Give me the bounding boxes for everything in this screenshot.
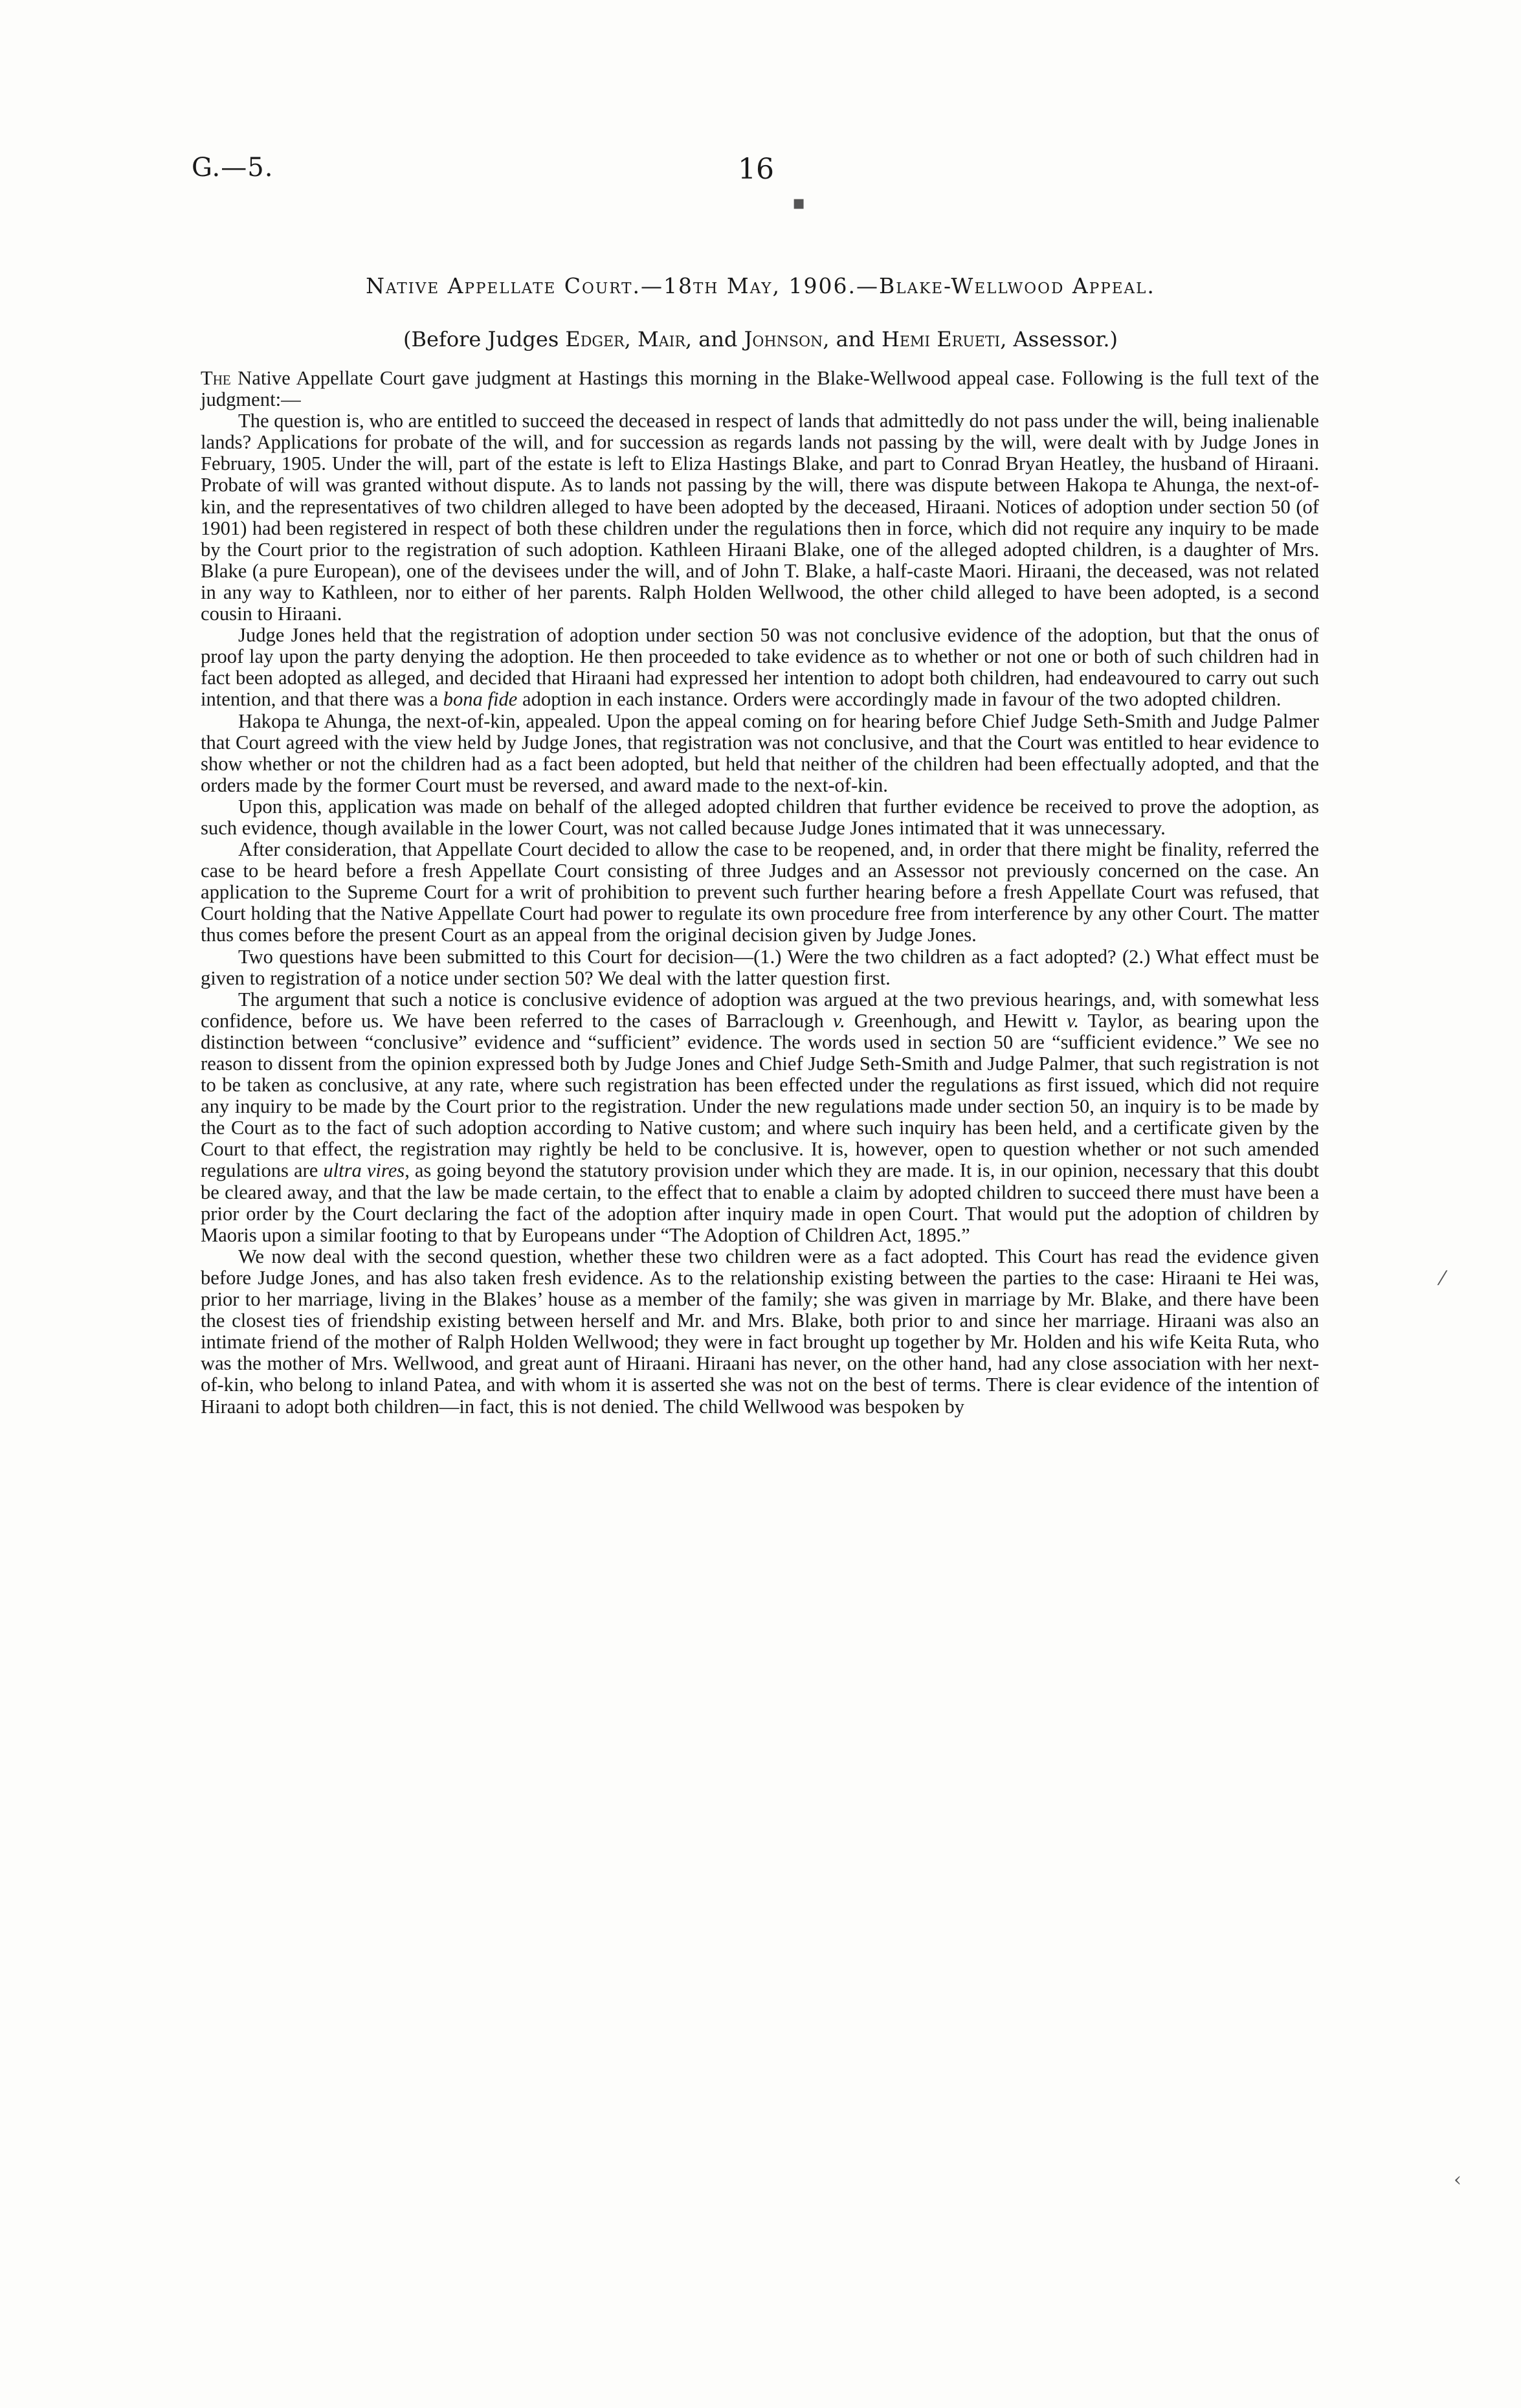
judgment-body [201, 368, 1319, 1418]
bench-line [194, 327, 1327, 351]
p7-text-d: , as going beyond the statutory provision under which they are made. It is, in our opinion, necessary that this doubt be cleared away, and that the law be made certain, to the effect that to enable a claim by adopted children to succeed there must have been a prior order by the Court declaring the fact of the adoption after inquiry made in open Court. That would put the adoption of children by Maoris upon a similar footing to that by Europeans under “The Adoption of Children Act, 1895.” [201, 1159, 1319, 1246]
paragraph-two-questions: Two questions have been submitted to this Court for decision—(1.) Were the two children as a fact adopted? (2.) What effect must be given to registration of a notice under section 50? We deal with the latter question first. [201, 945, 1319, 989]
p2-italic-bona-fide: bona fide [443, 688, 518, 711]
paragraph-question: The question is, who are entitled to succeed the deceased in respect of lands that admittedly do not pass under the will, being inalienable lands? Applications for probate of the will, and for succession as regards lands not passing by the will, were dealt with by Judge Jones in February, 1905. Under the will, part of the estate is left to Eliza Hastings Blake, and part to Conrad Bryan Heatley, the husband of Hiraani. Probate of will was granted without dispute. As to lands not passing by the will, there was dispute between Hakopa te Ahunga, the next-of-kin, and the representatives of two children alleged to have been adopted by the deceased, Hiraani. Notices of adoption under section 50 (of 1901) had been registered in respect of both these children under the regulations then in force, which did not require any inquiry to be made by the Court prior to the registration of such adoption. Kathleen Hiraani Blake, one of the alleged adopted children, is a daughter of Mrs. Blake (a pure European), one of the devisees under the will, and of John T. Blake, a half-caste Maori. Hiraani, the deceased, was not related in any way to Kathleen, nor to either of her parents. Ralph Holden Wellwood, the other child alleged to have been adopted, is a second cousin to Hiraani. [201, 410, 1319, 625]
intro-lead-word: The [201, 367, 231, 389]
document-reference: G.—5. [192, 153, 274, 183]
p7-italic-v-1: v. [832, 1009, 845, 1032]
p7-italic-ultra-vires: ultra vires [323, 1159, 405, 1182]
paragraph-argument [201, 989, 1319, 1246]
p7-text-b: Greenhough, and Hewitt [845, 1009, 1067, 1032]
bench-sep-1: , [624, 327, 638, 351]
page-number: 16 [738, 153, 774, 186]
print-speck: ▪ [792, 192, 806, 214]
judge-edger: Edger [565, 327, 625, 351]
assessor-name: Hemi Erueti [881, 327, 1001, 351]
margin-mark: ⁄ [1441, 1267, 1445, 1290]
paragraph-second-question: We now deal with the second question, whether these two children were as a fact adopted. This Court has read the evidence given before Judge Jones, and has also taken fresh evidence. As to the relationship existing between the parties to the case: Hiraani te Hei was, prior to her marriage, living in the Blakes’ house as a member of the family; she was given in marriage by Mr. Blake, and there have been the closest ties of friendship existing between herself and Mr. and Mrs. Blake, both prior to and since her marriage. Hiraani was also an intimate friend of the mother of Ralph Holden Wellwood; they were in fact brought up together by Mr. Holden and his wife Keita Ruta, who was the mother of Mrs. Wellwood, and great aunt of Hiraani. Hiraani has never, on the other hand, had any close association with her next-of-kin, who belong to inland Patea, and with whom it is asserted she was not on the best of terms. There is clear evidence of the intention of Hiraani to adopt both children—in fact, this is not denied. The child Wellwood was bespoken by [201, 1245, 1319, 1418]
paragraph-application: Upon this, application was made on behalf of the alleged adopted children that further evidence be received to prove the adoption, as such evidence, though available in the lower Court, was not called because Judge Jones intimated that it was unnecessary. [201, 795, 1319, 839]
bench-prefix: (Before Judges [403, 327, 566, 351]
bench-sep-3: , and [823, 327, 882, 351]
p2-text-a: Judge Jones held that the registration of adoption under section 50 was not conclusive evidence of the adoption, but that the onus of proof lay upon the party denying the adoption. He then proceeded to take evidence as to whether or not one or both of such children had in fact been adopted as alleged, and decided that Hiraani had expressed her intention to adopt both children, had endeavoured to carry out such intention, and that there was a [201, 624, 1319, 711]
intro-paragraph [201, 368, 1319, 410]
intro-text: Native Appellate Court gave judgment at Hastings this morning in the Blake-Wellwood appeal case. Following is the full text of the judgment:— [201, 367, 1319, 411]
paragraph-appeal: Hakopa te Ahunga, the next-of-kin, appealed. Upon the appeal coming on for hearing before Chief Judge Seth-Smith and Judge Palmer that Court agreed with the view held by Judge Jones, that registration was not conclusive, and that the Court was entitled to hear evidence to show whether or not the children had as a fact been adopted, but held that neither of the children had been effectually adopted, and that the orders made by the former Court must be reversed, and award made to the next-of-kin. [201, 709, 1319, 796]
bench-sep-2: , and [685, 327, 744, 351]
paragraph-reopened: After consideration, that Appellate Court decided to allow the case to be reopened, and, in order that there might be finality, referred the case to be heard before a fresh Appellate Court consisting of three Judges and an Assessor not previously concerned on the case. An application to the Supreme Court for a writ of prohibition to prevent such further hearing before a fresh Appellate Court was refused, that Court holding that the Native Appellate Court had power to regulate its own procedure free from interference by any other Court. The matter thus comes before the present Court as an appeal from the original decision given by Judge Jones. [201, 838, 1319, 946]
judge-mair: Mair [637, 327, 685, 351]
bench-suffix: , Assessor.) [1000, 327, 1118, 351]
judge-johnson: Johnson [744, 327, 823, 351]
article-title: Native Appellate Court.—18th May, 1906.—Blake-Wellwood Appeal. [366, 273, 1155, 298]
p7-text-c: Taylor, as bearing upon the distinction between “conclusive” evidence and “sufficient” evidence. The words used in section 50 are “sufficient evidence.” We see no reason to dissent from the opinion expressed both by Judge Jones and Chief Judge Seth-Smith and Judge Palmer, that such registration is not to be taken as conclusive, at any rate, where such registration has been effected under the regulations as first issued, which did not require any inquiry to be made by the Court prior to the registration. Under the new regulations made under section 50, an inquiry is to be made by the Court as to the fact of such adoption according to Native custom; and where such inquiry has been held, and a certificate given by the Court to that effect, the registration may rightly be held to be conclusive. It is, however, open to question whether or not such amended regulations are [201, 1009, 1319, 1182]
margin-mark: ‹ [1454, 2168, 1461, 2191]
p7-text-a: The argument that such a notice is conclusive evidence of adoption was argued at the two previous hearings, and, with somewhat less confidence, before us. We have been referred to the cases of Barraclough [201, 988, 1319, 1032]
p7-italic-v-2: v. [1067, 1009, 1079, 1032]
p2-text-b: adoption in each instance. Orders were accordingly made in favour of the two adopted children. [517, 688, 1282, 711]
paragraph-judge-jones [201, 625, 1319, 710]
